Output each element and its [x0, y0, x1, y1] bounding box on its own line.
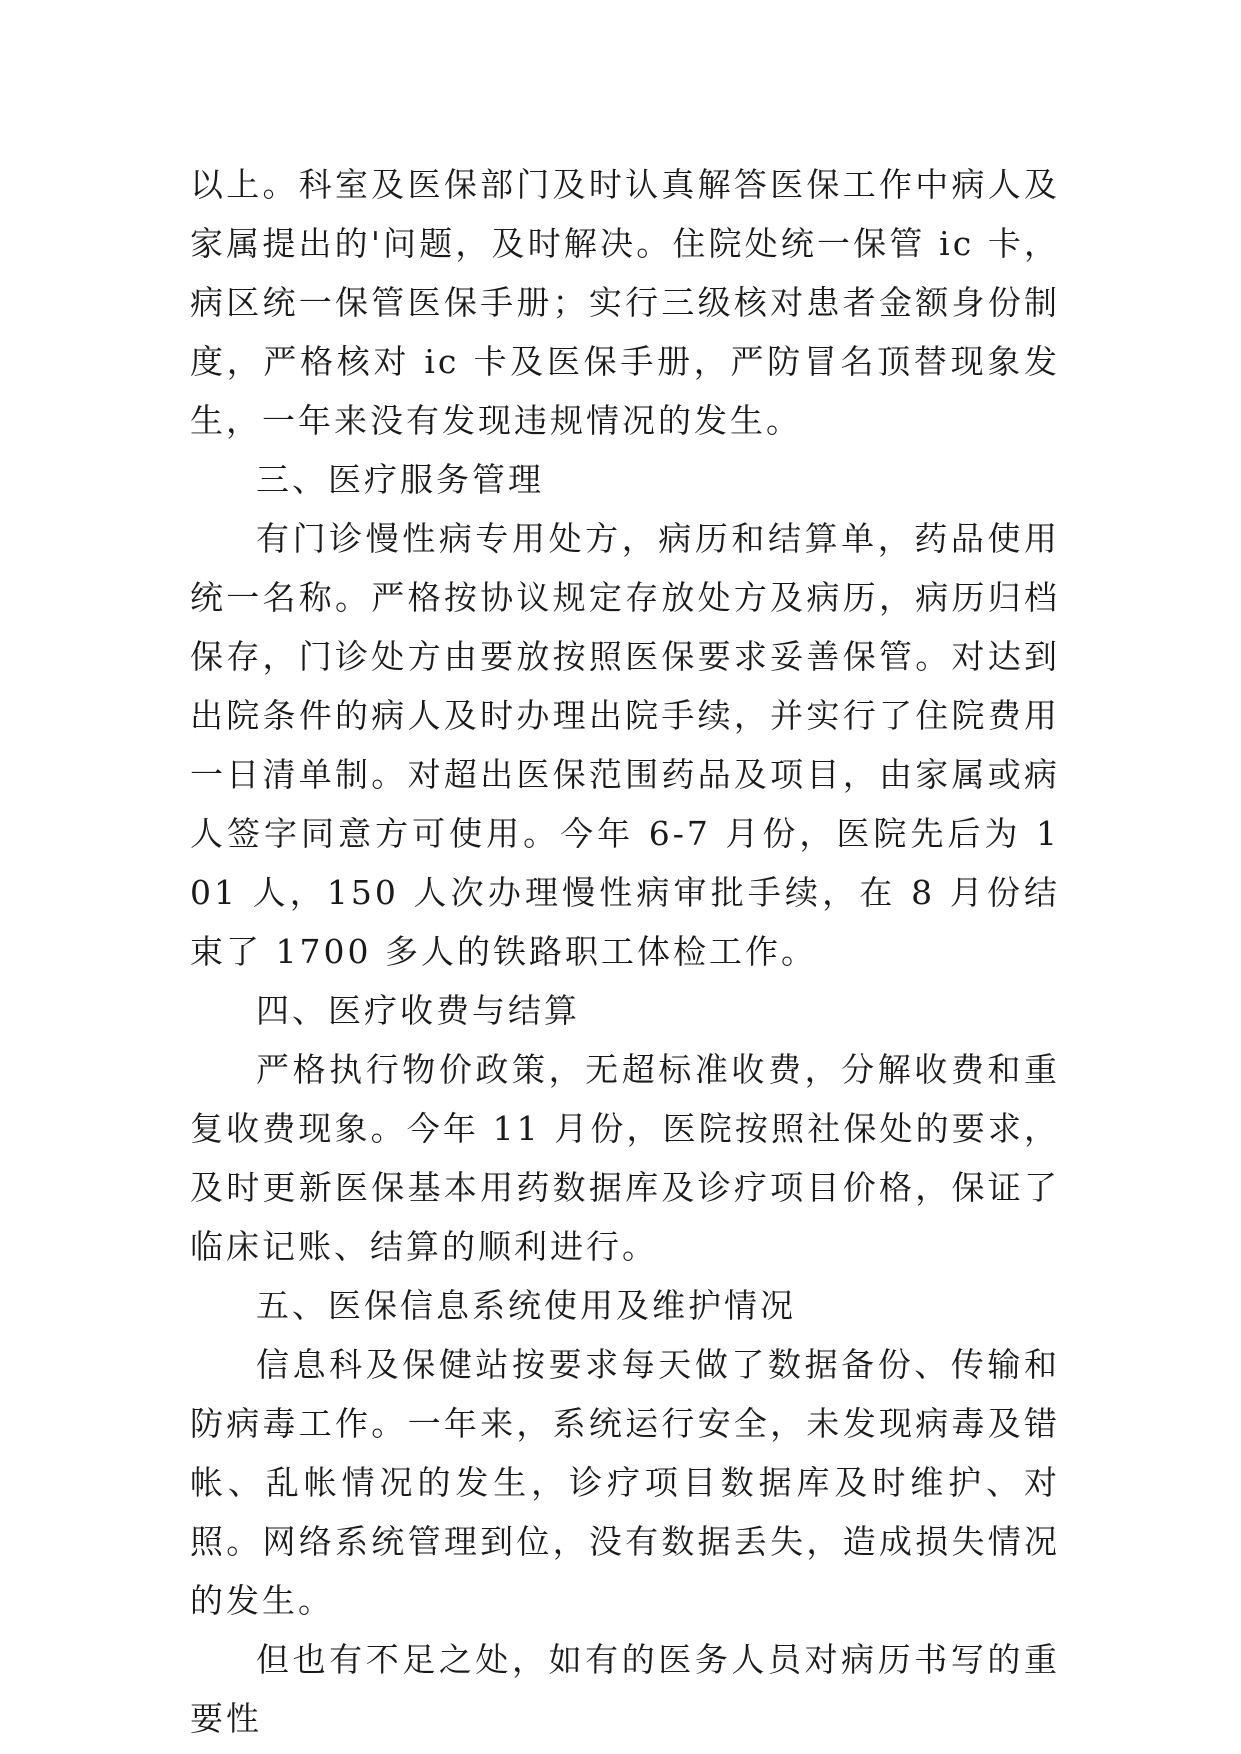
section-heading-info-system: 五、医保信息系统使用及维护情况	[256, 1286, 796, 1325]
paragraph-shortcomings: 但也有不足之处，如有的医务人员对病历书写的重要性	[190, 1640, 1060, 1738]
paragraph-medical-service: 有门诊慢性病专用处方，病历和结算单，药品使用统一名称。严格按协议规定存放处方及病历，病历归档保存，门诊处方由要放按照医保要求妥善保管。对达到出院条件的病人及时办理出院手续，并实行了住院费用一日清单制。对超出医保范围药品及项目，由家属或病人签字同意方可使用。今年 6-7 月份，医院先后为 101 人，150 人次办理慢性病审批手续，在 8 月份结束了 1700 多人的铁路职工体检工作。	[190, 519, 1060, 971]
document-body	[190, 155, 1060, 1748]
section-heading-fees-settlement: 四、医疗收费与结算	[256, 991, 580, 1030]
section-heading-medical-service: 三、医疗服务管理	[256, 460, 544, 499]
paragraph-continuation: 以上。科室及医保部门及时认真解答医保工作中病人及家属提出的'问题，及时解决。住院处统一保管 ic 卡，病区统一保管医保手册；实行三级核对患者金额身份制度，严格核对 ic 卡及医保手册，严防冒名顶替现象发生，一年来没有发现违规情况的发生。	[190, 165, 1060, 440]
paragraph-info-system: 信息科及保健站按要求每天做了数据备份、传输和防病毒工作。一年来，系统运行安全，未发现病毒及错帐、乱帐情况的发生，诊疗项目数据库及时维护、对照。网络系统管理到位，没有数据丢失，造成损失情况的发生。	[190, 1345, 1060, 1620]
paragraph-fees-settlement: 严格执行物价政策，无超标准收费，分解收费和重复收费现象。今年 11 月份，医院按照社保处的要求，及时更新医保基本用药数据库及诊疗项目价格，保证了临床记账、结算的顺利进行。	[190, 1050, 1060, 1266]
